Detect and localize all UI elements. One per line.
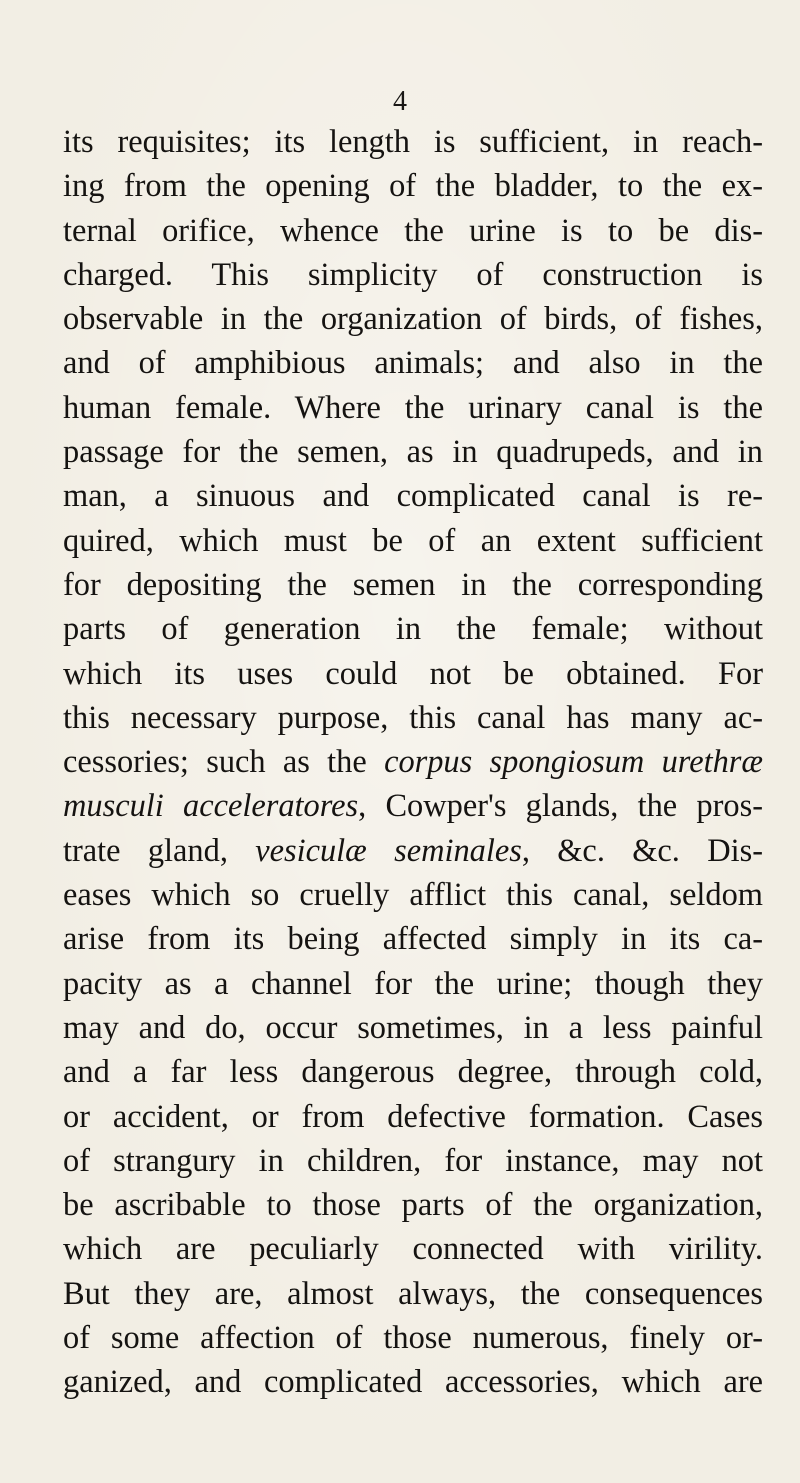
text-line: But they are, almost always, the consequences (63, 1275, 763, 1312)
text-line: for depositing the semen in the corresponding (63, 566, 763, 603)
text-line: quired, which must be of an extent sufficient (63, 522, 763, 559)
text-line: observable in the organization of birds, of fishes, (63, 301, 763, 338)
latin-term: corpus spongiosum urethræ (384, 744, 763, 781)
body-text (63, 120, 763, 1405)
text-line: arise from its being affected simply in its ca- (63, 921, 763, 958)
text-line: musculi acceleratores, Cowper's glands, the pros- (63, 788, 763, 825)
text-line: its requisites; its length is sufficient, in reach- (63, 124, 763, 160)
page-number: 4 (393, 86, 407, 117)
text-line: charged. This simplicity of construction is (63, 256, 763, 293)
text-line: and of amphibious animals; and also in the (63, 345, 763, 382)
text-line: eases which so cruelly afflict this canal, seldom (63, 877, 763, 914)
text-line: cessories; such as the corpus spongiosum urethræ (63, 744, 763, 781)
text-line: this necessary purpose, this canal has many ac- (63, 699, 763, 736)
text-line: may and do, occur sometimes, in a less painful (63, 1009, 763, 1046)
text-line: or accident, or from defective formation. Cases (63, 1098, 763, 1135)
text-line: ganized, and complicated accessories, which are (63, 1364, 763, 1401)
text-line: which its uses could not be obtained. For (63, 655, 763, 692)
text-line: man, a sinuous and complicated canal is re- (63, 478, 763, 515)
text-line: trate gland, vesiculæ seminales, &c. &c. Dis- (63, 832, 763, 869)
text-line: ternal orifice, whence the urine is to be dis- (63, 212, 763, 249)
text-line: passage for the semen, as in quadrupeds, and in (63, 434, 763, 471)
text-line: parts of generation in the female; without (63, 611, 763, 648)
latin-term: musculi acceleratores (63, 788, 359, 825)
text-line: human female. Where the urinary canal is the (63, 389, 763, 426)
text-line: of some affection of those numerous, finely or- (63, 1320, 763, 1357)
text-line: and a far less dangerous degree, through cold, (63, 1054, 763, 1091)
text-line: ing from the opening of the bladder, to the ex- (63, 168, 763, 205)
latin-term: vesiculæ seminales (255, 832, 522, 869)
text-line: of strangury in children, for instance, may not (63, 1142, 763, 1179)
text-line: which are peculiarly connected with virility. (63, 1231, 763, 1268)
text-line: be ascribable to those parts of the organization, (63, 1187, 763, 1224)
text-line: pacity as a channel for the urine; though they (63, 965, 763, 1002)
